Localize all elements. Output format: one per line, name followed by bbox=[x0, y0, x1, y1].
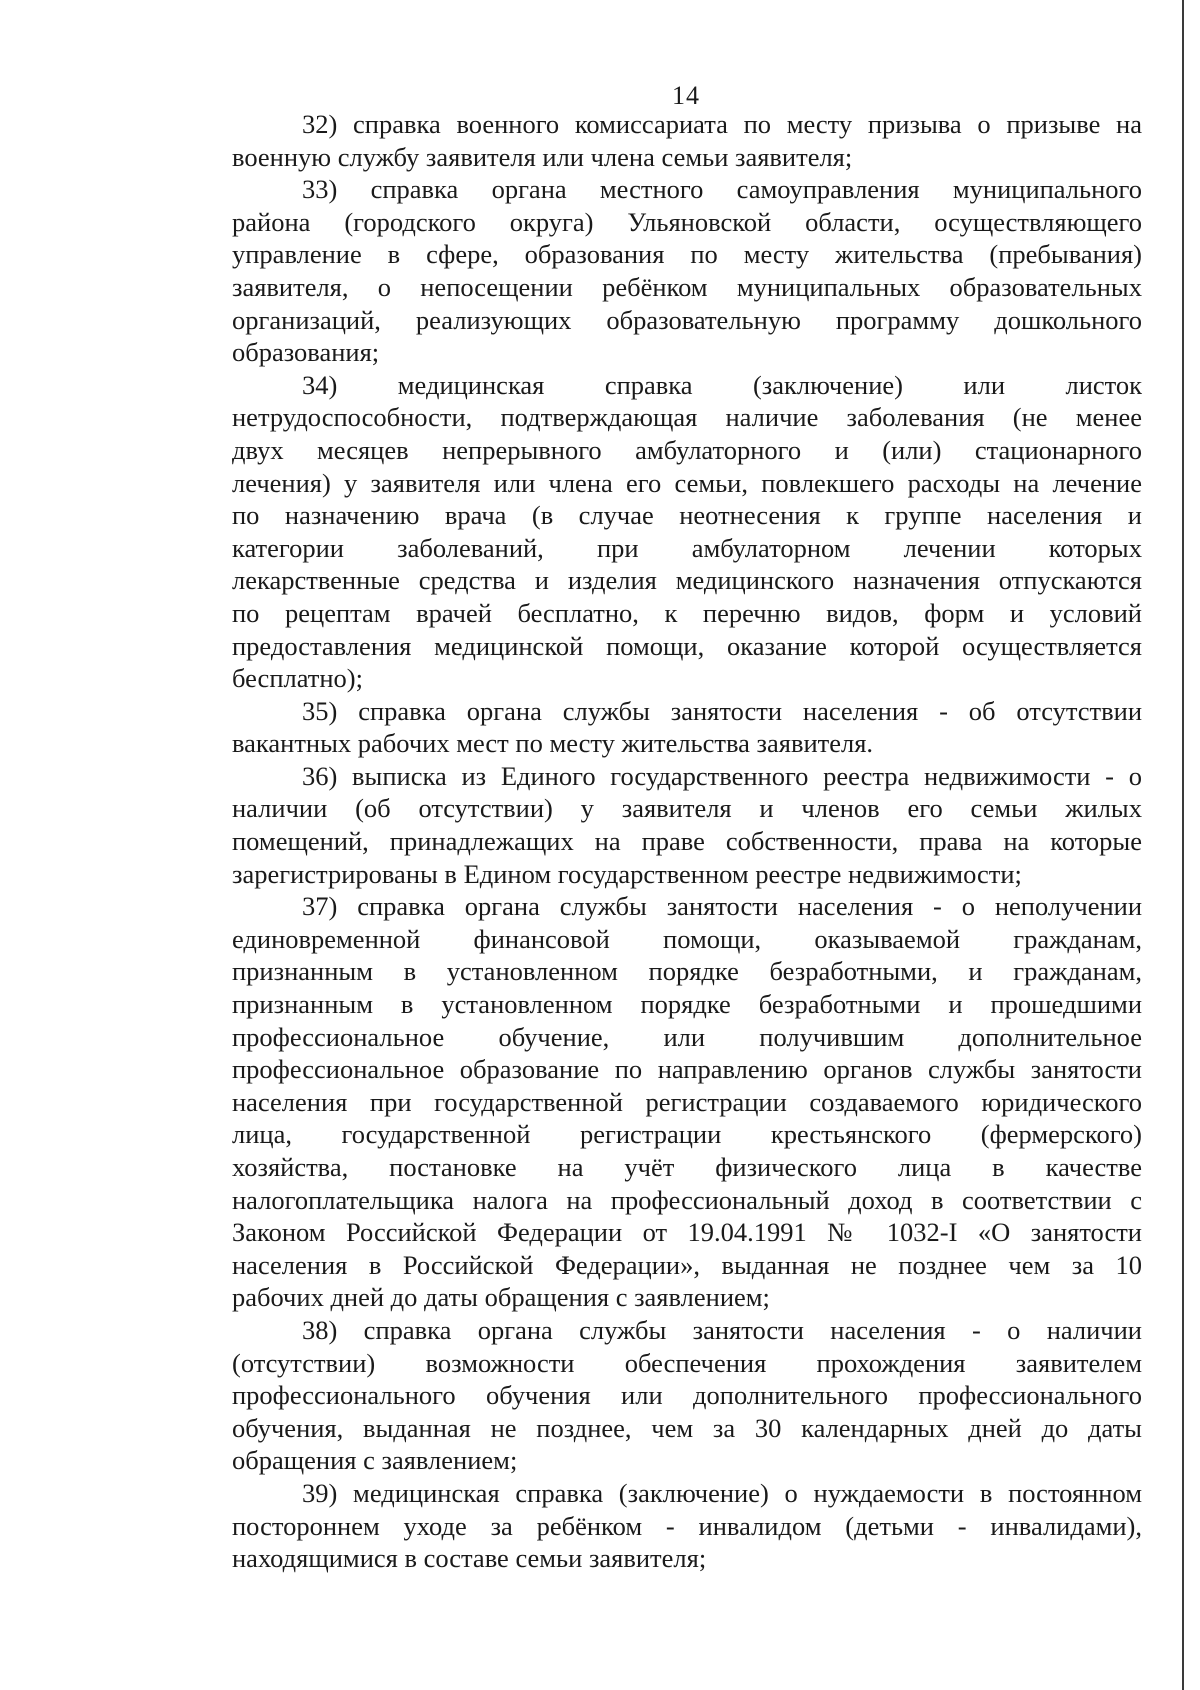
text-line: военную службу заявителя или члена семьи заявителя; bbox=[232, 141, 853, 172]
text-line: рабочих дней до даты обращения с заявлением; bbox=[232, 1282, 770, 1313]
list-item-p33 bbox=[232, 173, 1142, 369]
text-line: бесплатно); bbox=[232, 663, 363, 694]
text-line: признанным в установленном порядке безработными и прошедшими bbox=[232, 989, 1142, 1020]
text-line: лечения) у заявителя или члена его семьи, повлекшего расходы на лечение bbox=[232, 467, 1142, 498]
document-body bbox=[232, 108, 1142, 1575]
list-item-p32 bbox=[232, 108, 1142, 173]
text-line: нетрудоспособности, подтверждающая наличие заболевания (не менее bbox=[232, 402, 1142, 433]
text-line: зарегистрированы в Едином государственном реестре недвижимости; bbox=[232, 858, 1022, 889]
text-line: предоставления медицинской помощи, оказание которой осуществляется bbox=[232, 630, 1142, 661]
text-line: образования; bbox=[232, 337, 380, 368]
text-line: 38) справка органа службы занятости населения - о наличии bbox=[302, 1314, 1142, 1345]
text-line: обучения, выданная не позднее, чем за 30 календарных дней до даты bbox=[232, 1412, 1142, 1443]
text-line: населения в Российской Федерации», выданная не позднее чем за 10 bbox=[232, 1249, 1142, 1280]
text-line: заявителя, о непосещении ребёнком муниципальных образовательных bbox=[232, 271, 1142, 302]
text-line: по назначению врача (в случае неотнесения к группе населения и bbox=[232, 500, 1142, 531]
text-line: 35) справка органа службы занятости населения - об отсутствии bbox=[302, 695, 1142, 726]
text-line: профессиональное образование по направлению органов службы занятости bbox=[232, 1054, 1142, 1085]
text-line: категории заболеваний, при амбулаторном лечении которых bbox=[232, 532, 1142, 563]
text-line: находящимися в составе семьи заявителя; bbox=[232, 1543, 707, 1574]
text-line: двух месяцев непрерывного амбулаторного и (или) стационарного bbox=[232, 434, 1142, 465]
text-line: обращения с заявлением; bbox=[232, 1445, 518, 1476]
text-line: признанным в установленном порядке безработными, и гражданам, bbox=[232, 956, 1142, 987]
text-line: 37) справка органа службы занятости населения - о неполучении bbox=[302, 891, 1142, 922]
text-line: наличии (об отсутствии) у заявителя и членов его семьи жилых bbox=[232, 793, 1142, 824]
list-item-p39 bbox=[232, 1477, 1142, 1575]
text-line: 39) медицинская справка (заключение) о нуждаемости в постоянном bbox=[302, 1477, 1142, 1508]
text-line: района (городского округа) Ульяновской области, осуществляющего bbox=[232, 206, 1142, 237]
page-edge-line bbox=[1182, 0, 1184, 1690]
text-line: вакантных рабочих мест по месту жительства заявителя. bbox=[232, 728, 874, 759]
list-item-p36 bbox=[232, 760, 1142, 890]
text-line: по рецептам врачей бесплатно, к перечню видов, форм и условий bbox=[232, 597, 1142, 628]
list-item-p34 bbox=[232, 369, 1142, 695]
text-line: налогоплательщика налога на профессиональный доход в соответствии с bbox=[232, 1184, 1142, 1215]
text-line: хозяйства, постановке на учёт физического лица в качестве bbox=[232, 1152, 1142, 1182]
text-line: лекарственные средства и изделия медицинского назначения отпускаются bbox=[232, 565, 1142, 596]
text-line: 36) выписка из Единого государственного реестра недвижимости - о bbox=[302, 760, 1142, 791]
text-line: 32) справка военного комиссариата по месту призыва о призыве на bbox=[302, 109, 1142, 139]
text-line: управление в сфере, образования по месту жительства (пребывания) bbox=[232, 239, 1142, 270]
text-line: лица, государственной регистрации крестьянского (фермерского) bbox=[232, 1119, 1142, 1150]
page-number: 14 bbox=[672, 81, 700, 110]
list-item-p37 bbox=[232, 890, 1142, 1314]
text-line: 34) медицинская справка (заключение) или листок bbox=[302, 369, 1142, 400]
text-line: профессиональное обучение, или получившим дополнительное bbox=[232, 1021, 1142, 1052]
text-line: Законом Российской Федерации от 19.04.1991 № 1032-I «О занятости bbox=[232, 1217, 1142, 1248]
text-line: постороннем уходе за ребёнком - инвалидом (детьми - инвалидами), bbox=[232, 1510, 1142, 1541]
text-line: единовременной финансовой помощи, оказываемой гражданам, bbox=[232, 923, 1142, 954]
text-line: (отсутствии) возможности обеспечения прохождения заявителем bbox=[232, 1347, 1142, 1378]
list-item-p38 bbox=[232, 1314, 1142, 1477]
text-line: населения при государственной регистрации создаваемого юридического bbox=[232, 1086, 1142, 1117]
text-line: помещений, принадлежащих на праве собственности, права на которые bbox=[232, 826, 1142, 857]
text-line: 33) справка органа местного самоуправления муниципального bbox=[302, 174, 1142, 205]
text-line: организаций, реализующих образовательную программу дошкольного bbox=[232, 304, 1142, 335]
text-line: профессионального обучения или дополнительного профессионального bbox=[232, 1380, 1142, 1411]
list-item-p35 bbox=[232, 695, 1142, 760]
